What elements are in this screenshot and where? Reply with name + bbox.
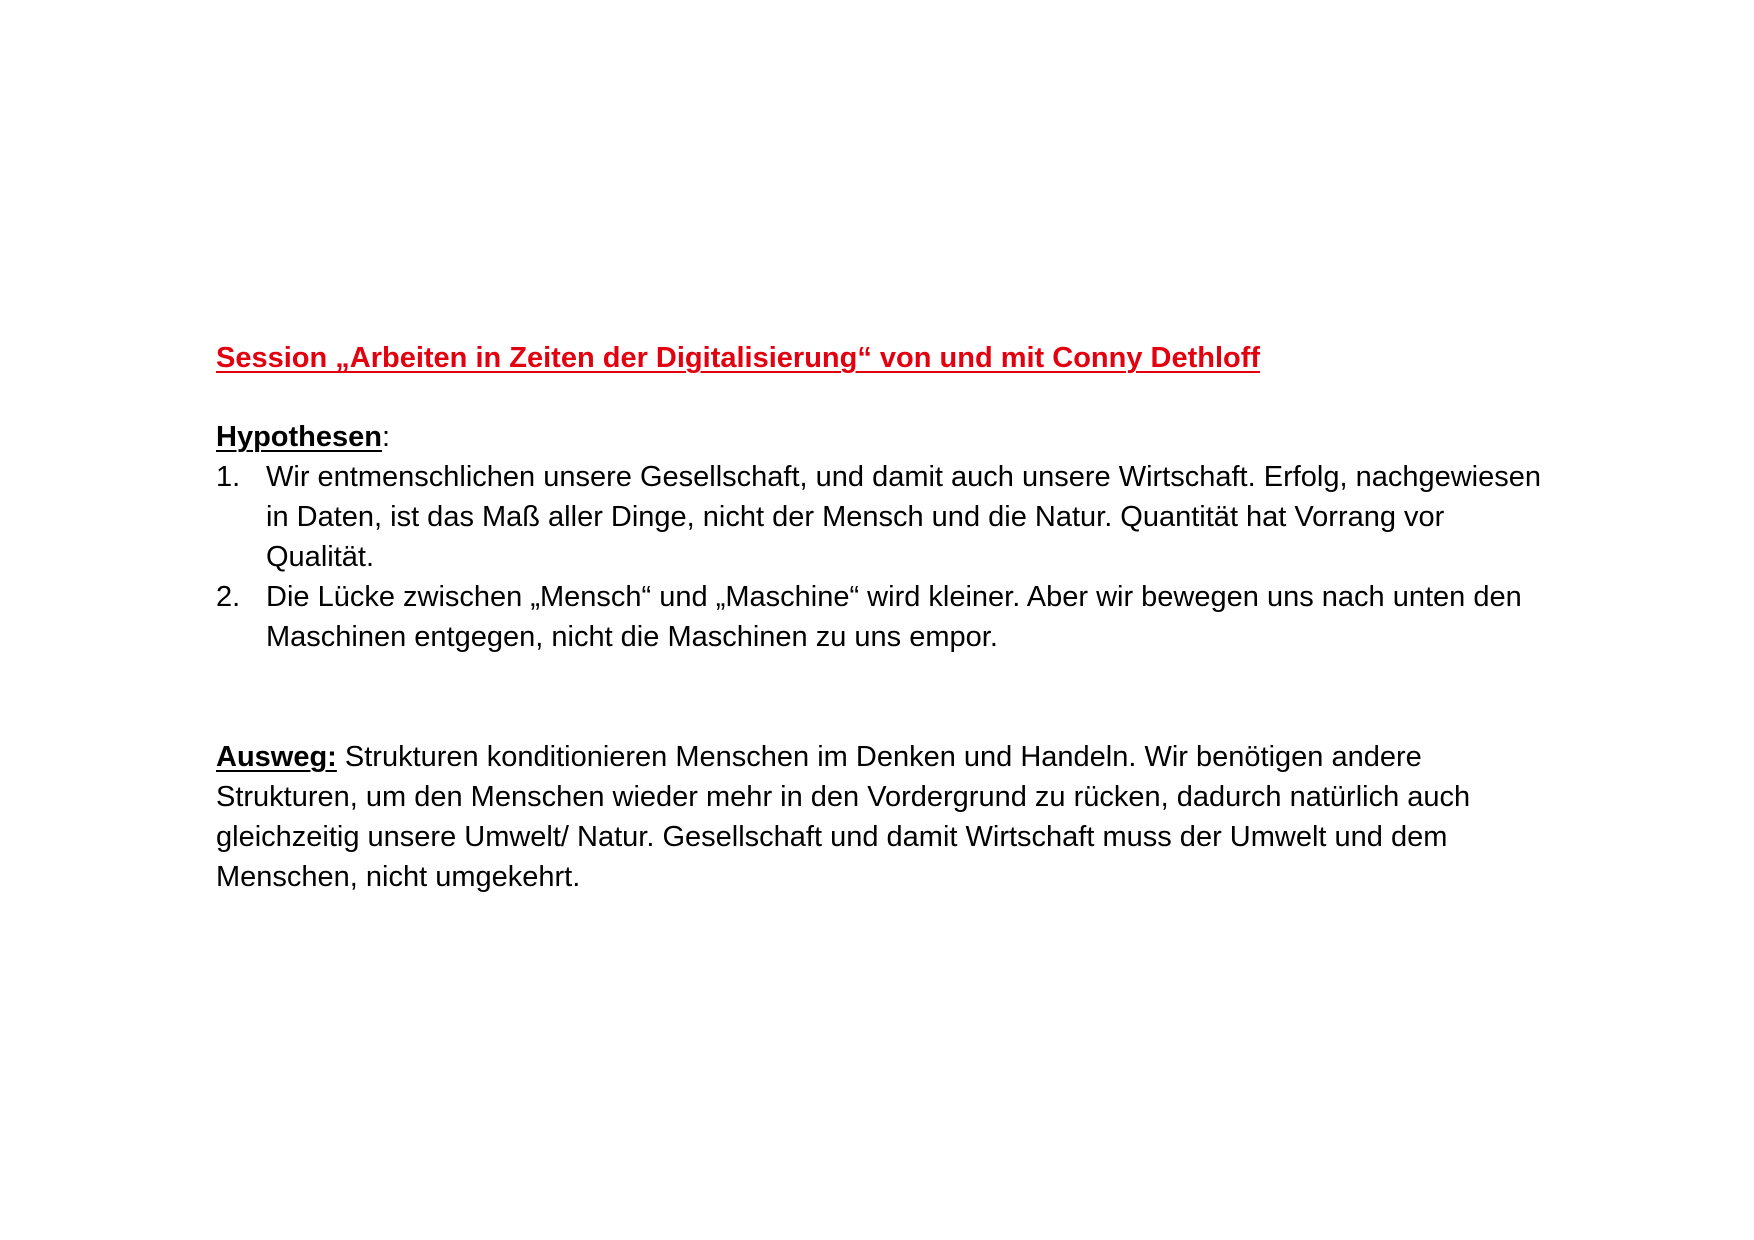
session-title: Session „Arbeiten in Zeiten der Digitalisierung“ von und mit Conny Dethloff — [216, 342, 1261, 374]
ausweg-text: Strukturen konditionieren Menschen im Denken und Handeln. Wir benötigen andere Strukturen, um den Menschen wieder mehr in den Vordergrund zu rücken, dadurch natürlich auch gleichzeitig unsere Umwelt/ Natur. Gesellschaft und damit Wirtschaft muss der Umwelt und dem Menschen, nicht umgekehrt. — [216, 741, 1471, 893]
hypotheses-heading — [216, 417, 1556, 457]
hypothesis-item — [216, 577, 1556, 657]
hypothesis-text: Wir entmenschlichen unsere Gesellschaft, und damit auch unsere Wirtschaft. Erfolg, nachgewiesen in Daten, ist das Maß aller Dinge, nicht der Mensch und die Natur. Quantität hat Vorrang vor Qualität. — [266, 461, 1542, 573]
hypotheses-colon: : — [381, 421, 391, 453]
document-content — [216, 338, 1556, 897]
hypothesis-text: Die Lücke zwischen „Mensch“ und „Maschine“ wird kleiner. Aber wir bewegen uns nach unten den Maschinen entgegen, nicht die Maschinen zu uns empor. — [266, 581, 1522, 653]
hypothesis-item — [216, 457, 1556, 577]
hypotheses-label: Hypothesen — [216, 421, 382, 453]
ausweg-paragraph — [216, 737, 1556, 897]
hypotheses-list — [216, 457, 1556, 657]
ausweg-label: Ausweg: — [216, 741, 337, 773]
hypothesis-number: 2. — [216, 581, 241, 613]
hypothesis-number: 1. — [216, 461, 241, 493]
